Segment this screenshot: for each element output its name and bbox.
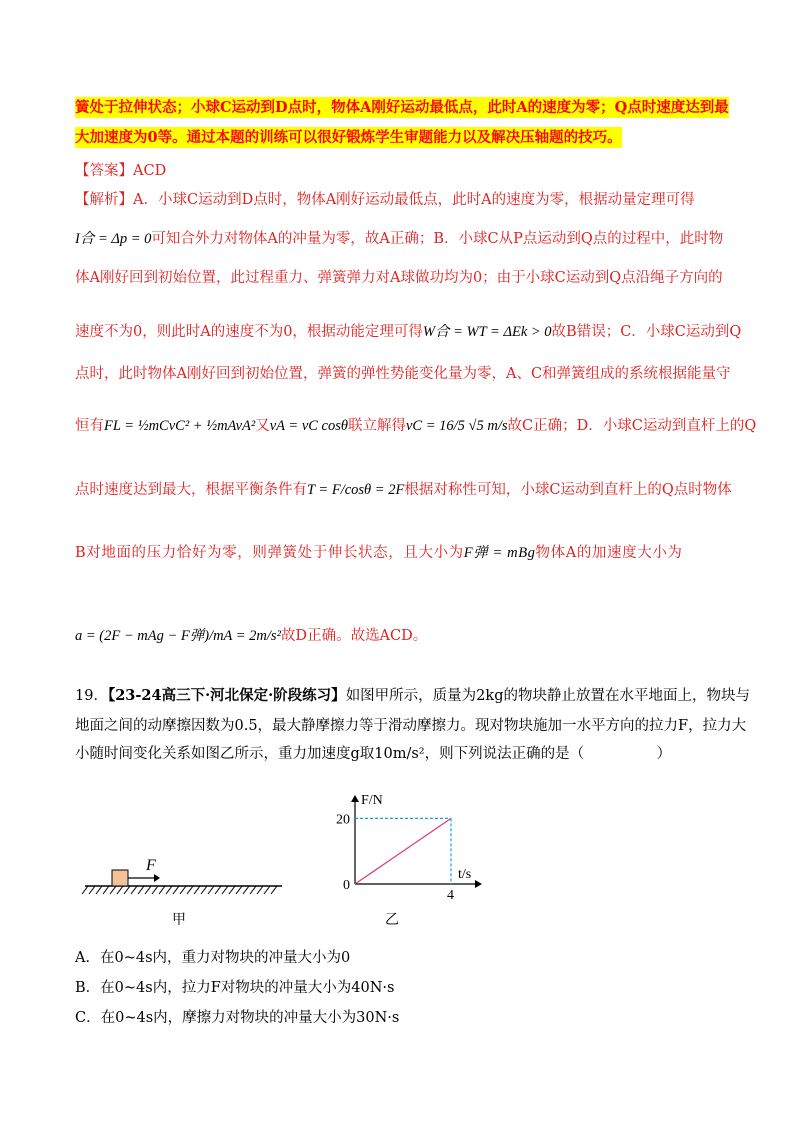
- answer-value: ACD: [133, 163, 167, 179]
- option-a: A．在0~4s内，重力对物块的冲量大小为0: [75, 950, 351, 966]
- hatch-mark: [236, 886, 242, 894]
- analysis-line-3: 体A刚好回到初始位置，此过程重力、弹簧弹力对A球做功均为0；由于小球C运动到Q点沿绳子方向的: [75, 270, 723, 286]
- question-source: 【23-24高三下·河北保定·阶段练习】: [107, 687, 346, 704]
- y-axis-arrowhead: [351, 795, 359, 802]
- block: [112, 870, 128, 886]
- analysis-line-5: 点时，此时物体A刚好回到初始位置，弹簧的弹性势能变化量为零，A、C和弹簧组成的系统根据能量守: [75, 366, 731, 382]
- acceleration-equation: a = (2F − mAg − F弹)/mA = 2m/s²: [75, 628, 281, 644]
- hatch-mark: [159, 886, 165, 894]
- hatch-mark: [215, 886, 221, 894]
- hatch-mark: [173, 886, 179, 894]
- highlight-line-1: 簧处于拉伸状态；小球C运动到D点时，物体A刚好运动最低点，此时A的速度为零；Q点时速度达到最: [75, 99, 729, 116]
- question-line-1: 19．【23-24高三下·河北保定·阶段练习】如图甲所示，质量为2kg的物块静止放置在水平地面上，物块与: [75, 687, 750, 704]
- hatch-mark: [117, 886, 123, 894]
- hatch-mark: [82, 886, 88, 894]
- x-axis-label: t/s: [458, 867, 472, 882]
- origin-label: 0: [343, 878, 350, 893]
- y-tick-label: 20: [336, 812, 350, 828]
- force-label: F: [146, 857, 156, 874]
- hatch-mark: [271, 886, 277, 894]
- force-arrowhead: [154, 874, 160, 882]
- hatch-mark: [250, 886, 256, 894]
- question-number: 19．: [75, 688, 108, 704]
- figure-jia: [80, 850, 290, 930]
- impulse-equation: I合 = Δp = 0: [75, 231, 152, 247]
- hatch-mark: [264, 886, 270, 894]
- y-axis-label: F/N: [361, 793, 383, 808]
- hatch-mark: [131, 886, 137, 894]
- hatch-mark: [243, 886, 249, 894]
- option-b: B．在0~4s内，拉力F对物块的冲量大小为40N·s: [75, 980, 395, 996]
- hatch-mark: [257, 886, 263, 894]
- ground-hatching: [82, 886, 277, 894]
- question-line-2: 地面之间的动摩擦因数为0.5，最大静摩擦力等于滑动摩擦力。现对物块施加一水平方向的拉力F，拉力大: [75, 718, 747, 734]
- hatch-mark: [194, 886, 200, 894]
- work-energy-equation: W合 = WT = ΔEk > 0: [422, 324, 552, 340]
- hatch-mark: [208, 886, 214, 894]
- analysis-line-2: I合 = Δp = 0可知合外力对物体A的冲量为零，故A正确；B．小球C从P点运动到Q点的过程中，此时物: [75, 231, 724, 247]
- hatch-mark: [229, 886, 235, 894]
- energy-equation: FL = ½mCvC² + ½mAvA²: [104, 418, 256, 434]
- hatch-mark: [110, 886, 116, 894]
- x-tick-label: 4: [447, 888, 454, 903]
- hatch-mark: [166, 886, 172, 894]
- hatch-mark: [138, 886, 144, 894]
- hatch-mark: [124, 886, 130, 894]
- analysis-label: 【解析】: [75, 192, 133, 208]
- hatch-mark: [222, 886, 228, 894]
- figure-yi-chart: [330, 790, 490, 930]
- hatch-mark: [152, 886, 158, 894]
- velocity-result: vC = 16/5 √5 m/s: [406, 418, 508, 434]
- answer-line: [75, 161, 735, 181]
- hatch-mark: [201, 886, 207, 894]
- answer-label: 【答案】: [75, 163, 133, 179]
- x-axis-arrowhead: [475, 880, 482, 888]
- hatch-mark: [187, 886, 193, 894]
- highlight-line-2: 大加速度为0等。通过本题的训练可以很好锻炼学生审题能力以及解决压轴题的技巧。: [75, 129, 622, 146]
- hatch-mark: [103, 886, 109, 894]
- hatch-mark: [145, 886, 151, 894]
- analysis-line-1: 【解析】A．小球C运动到D点时，物体A刚好运动最低点，此时A的速度为零，根据动量定理可得: [75, 192, 695, 208]
- spring-force-equation: F弹 = mBg: [463, 545, 536, 561]
- analysis-line-7: 点时速度达到最大，根据平衡条件有T = F/cosθ = 2F根据对称性可知，小球C运动到直杆上的Q点时物体: [75, 482, 732, 498]
- hatch-mark: [180, 886, 186, 894]
- caption-jia: 甲: [172, 913, 186, 928]
- analysis-line-6: 恒有FL = ½mCvC² + ½mAvA²又vA = vC cosθ联立解得vC = 16/5 √5 m/s故C正确；D．小球C运动到直杆上的Q: [75, 418, 757, 434]
- tension-equation: T = F/cosθ = 2F: [307, 482, 405, 498]
- caption-yi: 乙: [385, 913, 399, 928]
- velocity-relation: vA = vC cosθ: [269, 418, 348, 434]
- analysis-line-8: B对地面的压力恰好为零，则弹簧处于伸长状态，且大小为F弹 = mBg物体A的加速度大小为: [75, 545, 683, 561]
- option-c: C．在0~4s内，摩擦力对物块的冲量大小为30N·s: [75, 1010, 400, 1026]
- analysis-line-9: a = (2F − mAg − F弹)/mA = 2m/s²故D正确。故选ACD。: [75, 628, 428, 644]
- question-line-3: 小随时间变化关系如图乙所示，重力加速度g取10m/s²，则下列说法正确的是（ ）: [75, 746, 672, 762]
- hatch-mark: [96, 886, 102, 894]
- analysis-line-4: 速度不为0，则此时A的速度不为0，根据动能定理可得W合 = WT = ΔEk > 0故B错误；C．小球C运动到Q: [75, 324, 742, 340]
- force-time-line: [355, 818, 451, 884]
- hatch-mark: [89, 886, 95, 894]
